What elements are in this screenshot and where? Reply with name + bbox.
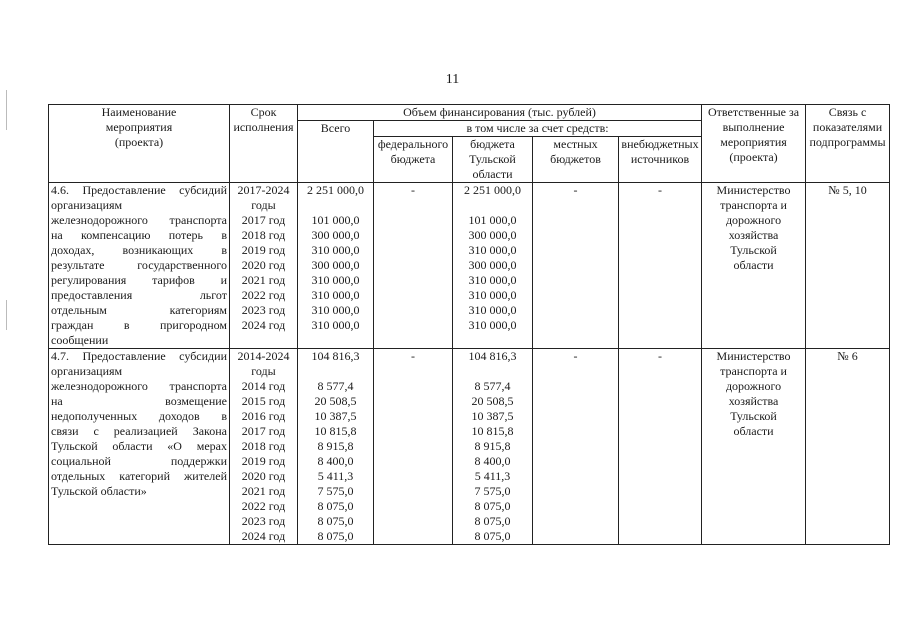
total-cell: 2 251 000,0 101 000,0 300 000,0 310 000,0 300 000,0 310 000,0 310 000,0 310 000,0 310 000,0	[298, 183, 374, 349]
header-period: Срок исполнения	[230, 105, 298, 183]
regional-cell: 2 251 000,0 101 000,0 300 000,0 310 000,0 300 000,0 310 000,0 310 000,0 310 000,0 310 000,0	[453, 183, 533, 349]
federal-cell: -	[374, 349, 453, 545]
header-local: местных бюджетов	[533, 137, 619, 183]
link-cell: № 5, 10	[806, 183, 890, 349]
header-responsible: Ответственные за выполнение мероприятия (проекта)	[702, 105, 806, 183]
responsible-cell: Министерство транспорта и дорожного хозяйства Тульской области	[702, 349, 806, 545]
table-row	[49, 349, 890, 545]
period-cell: 2014-2024 годы 2014 год 2015 год 2016 год 2017 год 2018 год 2019 год 2020 год 2021 год 2022 год 2023 год 2024 год	[230, 349, 298, 545]
federal-cell: -	[374, 183, 453, 349]
page-number: 11	[445, 72, 460, 87]
header-federal: федерального бюджета	[374, 137, 453, 183]
extra-cell: -	[619, 349, 702, 545]
scan-margin-mark	[6, 300, 7, 330]
extra-cell: -	[619, 183, 702, 349]
total-cell: 104 816,3 8 577,4 20 508,5 10 387,5 10 815,8 8 915,8 8 400,0 5 411,3 7 575,0 8 075,0 8 075,0 8 075,0	[298, 349, 374, 545]
scan-margin-mark	[6, 90, 7, 130]
header-name: Наименование мероприятия (проекта)	[49, 105, 230, 183]
measure-name: 4.6. Предоставление субсидий организациям железнодорожного транспорта на компенсацию потерь в доходах, возникающих в результате государственного регулирования тарифов и предоставления льгот отдельным категориям граждан в пригородном сообщении	[49, 183, 230, 349]
link-cell: № 6	[806, 349, 890, 545]
period-cell: 2017-2024 годы 2017 год 2018 год 2019 год 2020 год 2021 год 2022 год 2023 год 2024 год	[230, 183, 298, 349]
local-cell: -	[533, 183, 619, 349]
responsible-cell: Министерство транспорта и дорожного хозяйства Тульской области	[702, 183, 806, 349]
header-funding: Объем финансирования (тыс. рублей)	[298, 105, 702, 121]
header-link: Связь с показателями подпрограммы	[806, 105, 890, 183]
header-total: Всего	[298, 121, 374, 183]
table-row	[49, 183, 890, 349]
regional-cell: 104 816,3 8 577,4 20 508,5 10 387,5 10 815,8 8 915,8 8 400,0 5 411,3 7 575,0 8 075,0 8 075,0 8 075,0	[453, 349, 533, 545]
funding-table	[48, 104, 890, 545]
measure-name: 4.7. Предоставление субсидии организациям железнодорожного транспорта на возмещение недополученных доходов в связи с реализацией Закона Тульской области «О мерах социальной поддержки отдельных категорий жителей Тульской области»	[49, 349, 230, 545]
header-including: в том числе за счет средств:	[374, 121, 702, 137]
header-regional: бюджета Тульской области	[453, 137, 533, 183]
header-extra: внебюджетных источников	[619, 137, 702, 183]
local-cell: -	[533, 349, 619, 545]
